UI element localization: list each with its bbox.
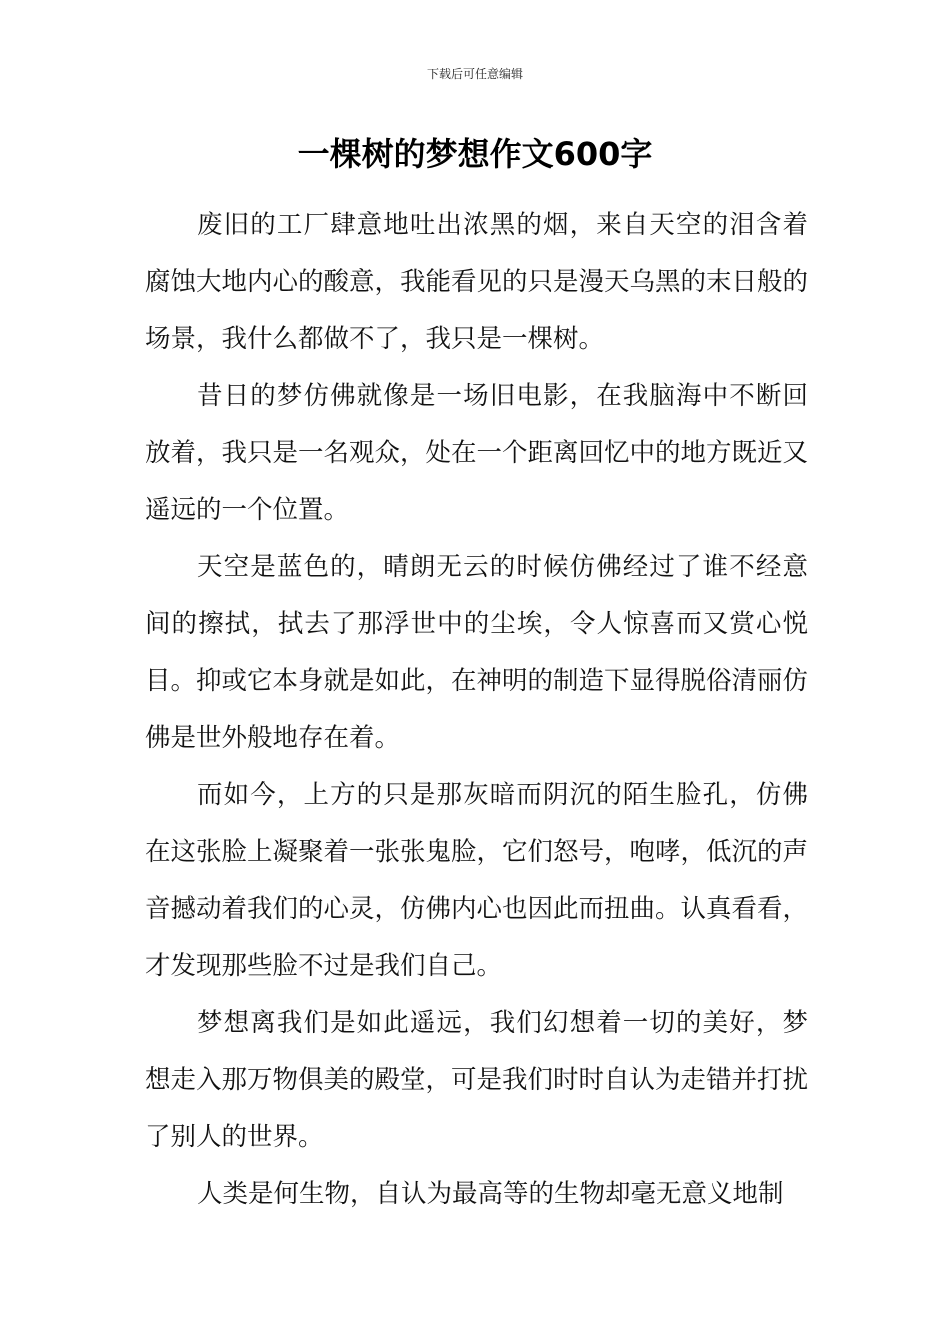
paragraph: 天空是蓝色的，晴朗无云的时候仿佛经过了谁不经意间的擦拭，拭去了那浮世中的尘埃，令人惊喜而又赏心悦目。抑或它本身就是如此，在神明的制造下显得脱俗清丽仿佛是世外般地存在着。	[145, 552, 809, 753]
paragraph: 梦想离我们是如此遥远，我们幻想着一切的美好，梦想走入那万物俱美的殿堂，可是我们时时自认为走错并打扰了别人的世界。	[145, 1008, 809, 1152]
document-title: 一棵树的梦想作文600字	[297, 135, 653, 173]
paragraph: 人类是何生物，自认为最高等的生物却毫无意义地制	[197, 1179, 784, 1209]
document-body	[145, 197, 808, 1223]
paragraph: 昔日的梦仿佛就像是一场旧电影，在我脑海中不断回放着，我只是一名观众，处在一个距离回忆中的地方既近又遥远的一个位置。	[145, 381, 809, 525]
paragraph: 而如今，上方的只是那灰暗而阴沉的陌生脸孔，仿佛在这张脸上凝聚着一张张鬼脸，它们怒号，咆哮，低沉的声音撼动着我们的心灵，仿佛内心也因此而扭曲。认真看看，才发现那些脸不过是我们自己。	[145, 780, 809, 981]
paragraph: 废旧的工厂肆意地吐出浓黑的烟，来自天空的泪含着腐蚀大地内心的酸意，我能看见的只是漫天乌黑的末日般的场景，我什么都做不了，我只是一棵树。	[145, 210, 809, 354]
header-note: 下载后可任意编辑	[426, 67, 523, 81]
